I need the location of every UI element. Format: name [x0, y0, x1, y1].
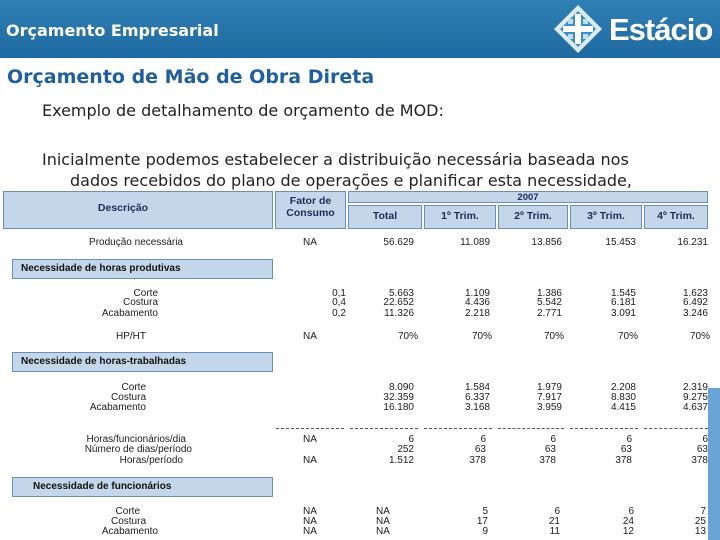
table-cell: 25 [694, 516, 706, 527]
table-cell: 378 [691, 455, 708, 466]
section-horas-produtivas: Necessidade de horas produtivas [12, 259, 273, 279]
table-cell: NA [376, 526, 390, 537]
table-cell: 6.337 [464, 392, 490, 403]
subtitle: Exemplo de detalhamento de orçamento de MOD: [42, 101, 444, 120]
table-cell: 24 [622, 516, 634, 527]
row-fator: 0,2 [332, 308, 346, 319]
cell-producao-q3: 15.453 [605, 237, 636, 248]
row-label: Costura [122, 297, 158, 308]
paragraph-line-1: Inicialmente podemos estabelecer a distribuição necessária baseada nos [42, 150, 629, 169]
table-cell: 378 [539, 455, 556, 466]
header-year: 2007 [517, 192, 539, 203]
table-cell: 3.168 [464, 402, 490, 413]
slide-title: Orçamento de Mão de Obra Direta [7, 66, 375, 88]
row-label-hpht: HP/HT [116, 331, 146, 342]
row-label: Acabamento [101, 526, 158, 537]
table-cell: 3.246 [682, 308, 708, 319]
header-bar [0, 0, 720, 58]
table-cell: 6 [408, 434, 414, 445]
table-cell: 9 [482, 526, 488, 537]
table-cell: 4.415 [610, 402, 636, 413]
table-cell: 4.637 [682, 402, 708, 413]
table-cell: 70% [397, 331, 418, 342]
paragraph-line-2: dados recebidos do plano de operações e planificar esta necessidade, [70, 171, 632, 190]
table-cell: 70% [471, 331, 492, 342]
table-cell: 7 [700, 506, 706, 517]
table-cell: 2.771 [536, 308, 562, 319]
header-total: Total [372, 210, 398, 222]
table-cell: 378 [469, 455, 486, 466]
table-cell: 17 [476, 516, 488, 527]
table-cell: 2.218 [464, 308, 490, 319]
cell-producao-q1: 11.089 [460, 237, 490, 248]
table-cell: 5.542 [536, 297, 562, 308]
table-cell: 3.091 [610, 308, 636, 319]
row-label: Número de dias/período [84, 444, 192, 455]
row-label: Corte [121, 382, 146, 393]
header-q3: 3º Trim. [587, 210, 625, 222]
table-cell: 32.359 [383, 392, 414, 403]
row-fator: NA [303, 516, 317, 527]
row-fator: 0,4 [332, 297, 346, 308]
table-cell: 6 [550, 434, 556, 445]
dash-separator [644, 428, 708, 429]
table-cell: 22.652 [383, 297, 414, 308]
logo-wordmark: Estácio [609, 12, 713, 47]
table-cell: 6 [480, 434, 486, 445]
dash-separator [350, 428, 418, 429]
row-fator: NA [303, 434, 317, 445]
table-cell: 1.979 [536, 382, 562, 393]
table-cell: 1.545 [610, 288, 636, 299]
row-fator-producao: NA [303, 237, 317, 248]
row-label: Horas/período [119, 455, 183, 466]
table-cell: 12 [622, 526, 634, 537]
table-cell: 63 [474, 444, 486, 455]
table-cell: 1.623 [682, 288, 708, 299]
row-fator: 0,1 [332, 288, 346, 299]
table-cell: 2.319 [682, 382, 708, 393]
table-cell: 9.275 [682, 392, 708, 403]
row-label: Horas/funcionários/dia [86, 434, 186, 445]
table-cell: 5 [482, 506, 488, 517]
dash-separator [276, 428, 344, 429]
table-cell: 8.830 [610, 392, 636, 403]
table-cell: 3.959 [536, 402, 562, 413]
table-cell: 6 [702, 434, 708, 445]
table-cell: 1.386 [536, 288, 562, 299]
header-q4: 4º Trim. [657, 210, 695, 222]
table-cell: 4.436 [464, 297, 490, 308]
row-label: Acabamento [101, 308, 158, 319]
dash-separator [424, 428, 492, 429]
dash-separator [570, 428, 638, 429]
table-cell: 5.663 [388, 288, 414, 299]
row-fator: NA [303, 455, 317, 466]
table-cell: 1.109 [464, 288, 490, 299]
table-cell: NA [376, 506, 390, 517]
header-q2: 2º Trim. [514, 210, 552, 222]
header-descricao: Descrição [97, 202, 149, 214]
table-cell: 378 [615, 455, 632, 466]
row-label: Costura [110, 392, 146, 403]
row-label: Corte [115, 506, 140, 517]
course-title: Orçamento Empresarial [6, 21, 219, 40]
table-cell: 21 [548, 516, 560, 527]
table-cell: 70% [543, 331, 564, 342]
table-cell: 70% [689, 331, 710, 342]
table-cell: 63 [696, 444, 708, 455]
table-cell: 8.090 [388, 382, 414, 393]
table-cell: 70% [617, 331, 638, 342]
table-cell: 13 [694, 526, 706, 537]
table-cell: 6 [628, 506, 634, 517]
table-cell: 63 [544, 444, 556, 455]
table-cell: 6.181 [610, 297, 636, 308]
row-fator: NA [303, 506, 317, 517]
estacio-logo [553, 2, 718, 56]
table-cell: NA [376, 516, 390, 527]
table-cell: 1.584 [464, 382, 490, 393]
table-cell: 11 [549, 526, 560, 537]
row-fator-hpht: NA [303, 331, 317, 342]
edge-accent [708, 388, 720, 540]
row-label: Corte [133, 288, 158, 299]
table-cell: 16.180 [383, 402, 414, 413]
table-cell: 252 [397, 444, 414, 455]
table-cell: 2.208 [610, 382, 636, 393]
table-cell: 6 [626, 434, 632, 445]
row-label: Costura [110, 516, 146, 527]
row-label-producao: Produção necessária [89, 237, 183, 248]
row-label: Acabamento [89, 402, 146, 413]
section-funcionarios: Necessidade de funcionários [12, 477, 273, 497]
table-cell: 1.512 [388, 455, 414, 466]
header-fator-line2: Consumo [286, 207, 335, 219]
cell-producao-q2: 13.856 [531, 237, 562, 248]
table-cell: 7.917 [536, 392, 562, 403]
table-cell: 63 [620, 444, 632, 455]
table-cell: 11.326 [384, 308, 414, 319]
table-cell: 6 [554, 506, 560, 517]
dash-separator [498, 428, 564, 429]
cell-producao-total: 56.629 [383, 237, 414, 248]
estacio-logo-icon [553, 4, 603, 54]
cell-producao-q4: 16.231 [677, 237, 708, 248]
header-fator-line1: Fator de [289, 195, 332, 207]
budget-table [0, 191, 720, 540]
table-cell: 6.492 [682, 297, 708, 308]
header-q1: 1º Trim. [441, 210, 479, 222]
section-horas-trabalhadas: Necessidade de horas-trabalhadas [12, 352, 273, 372]
row-fator: NA [303, 526, 317, 537]
